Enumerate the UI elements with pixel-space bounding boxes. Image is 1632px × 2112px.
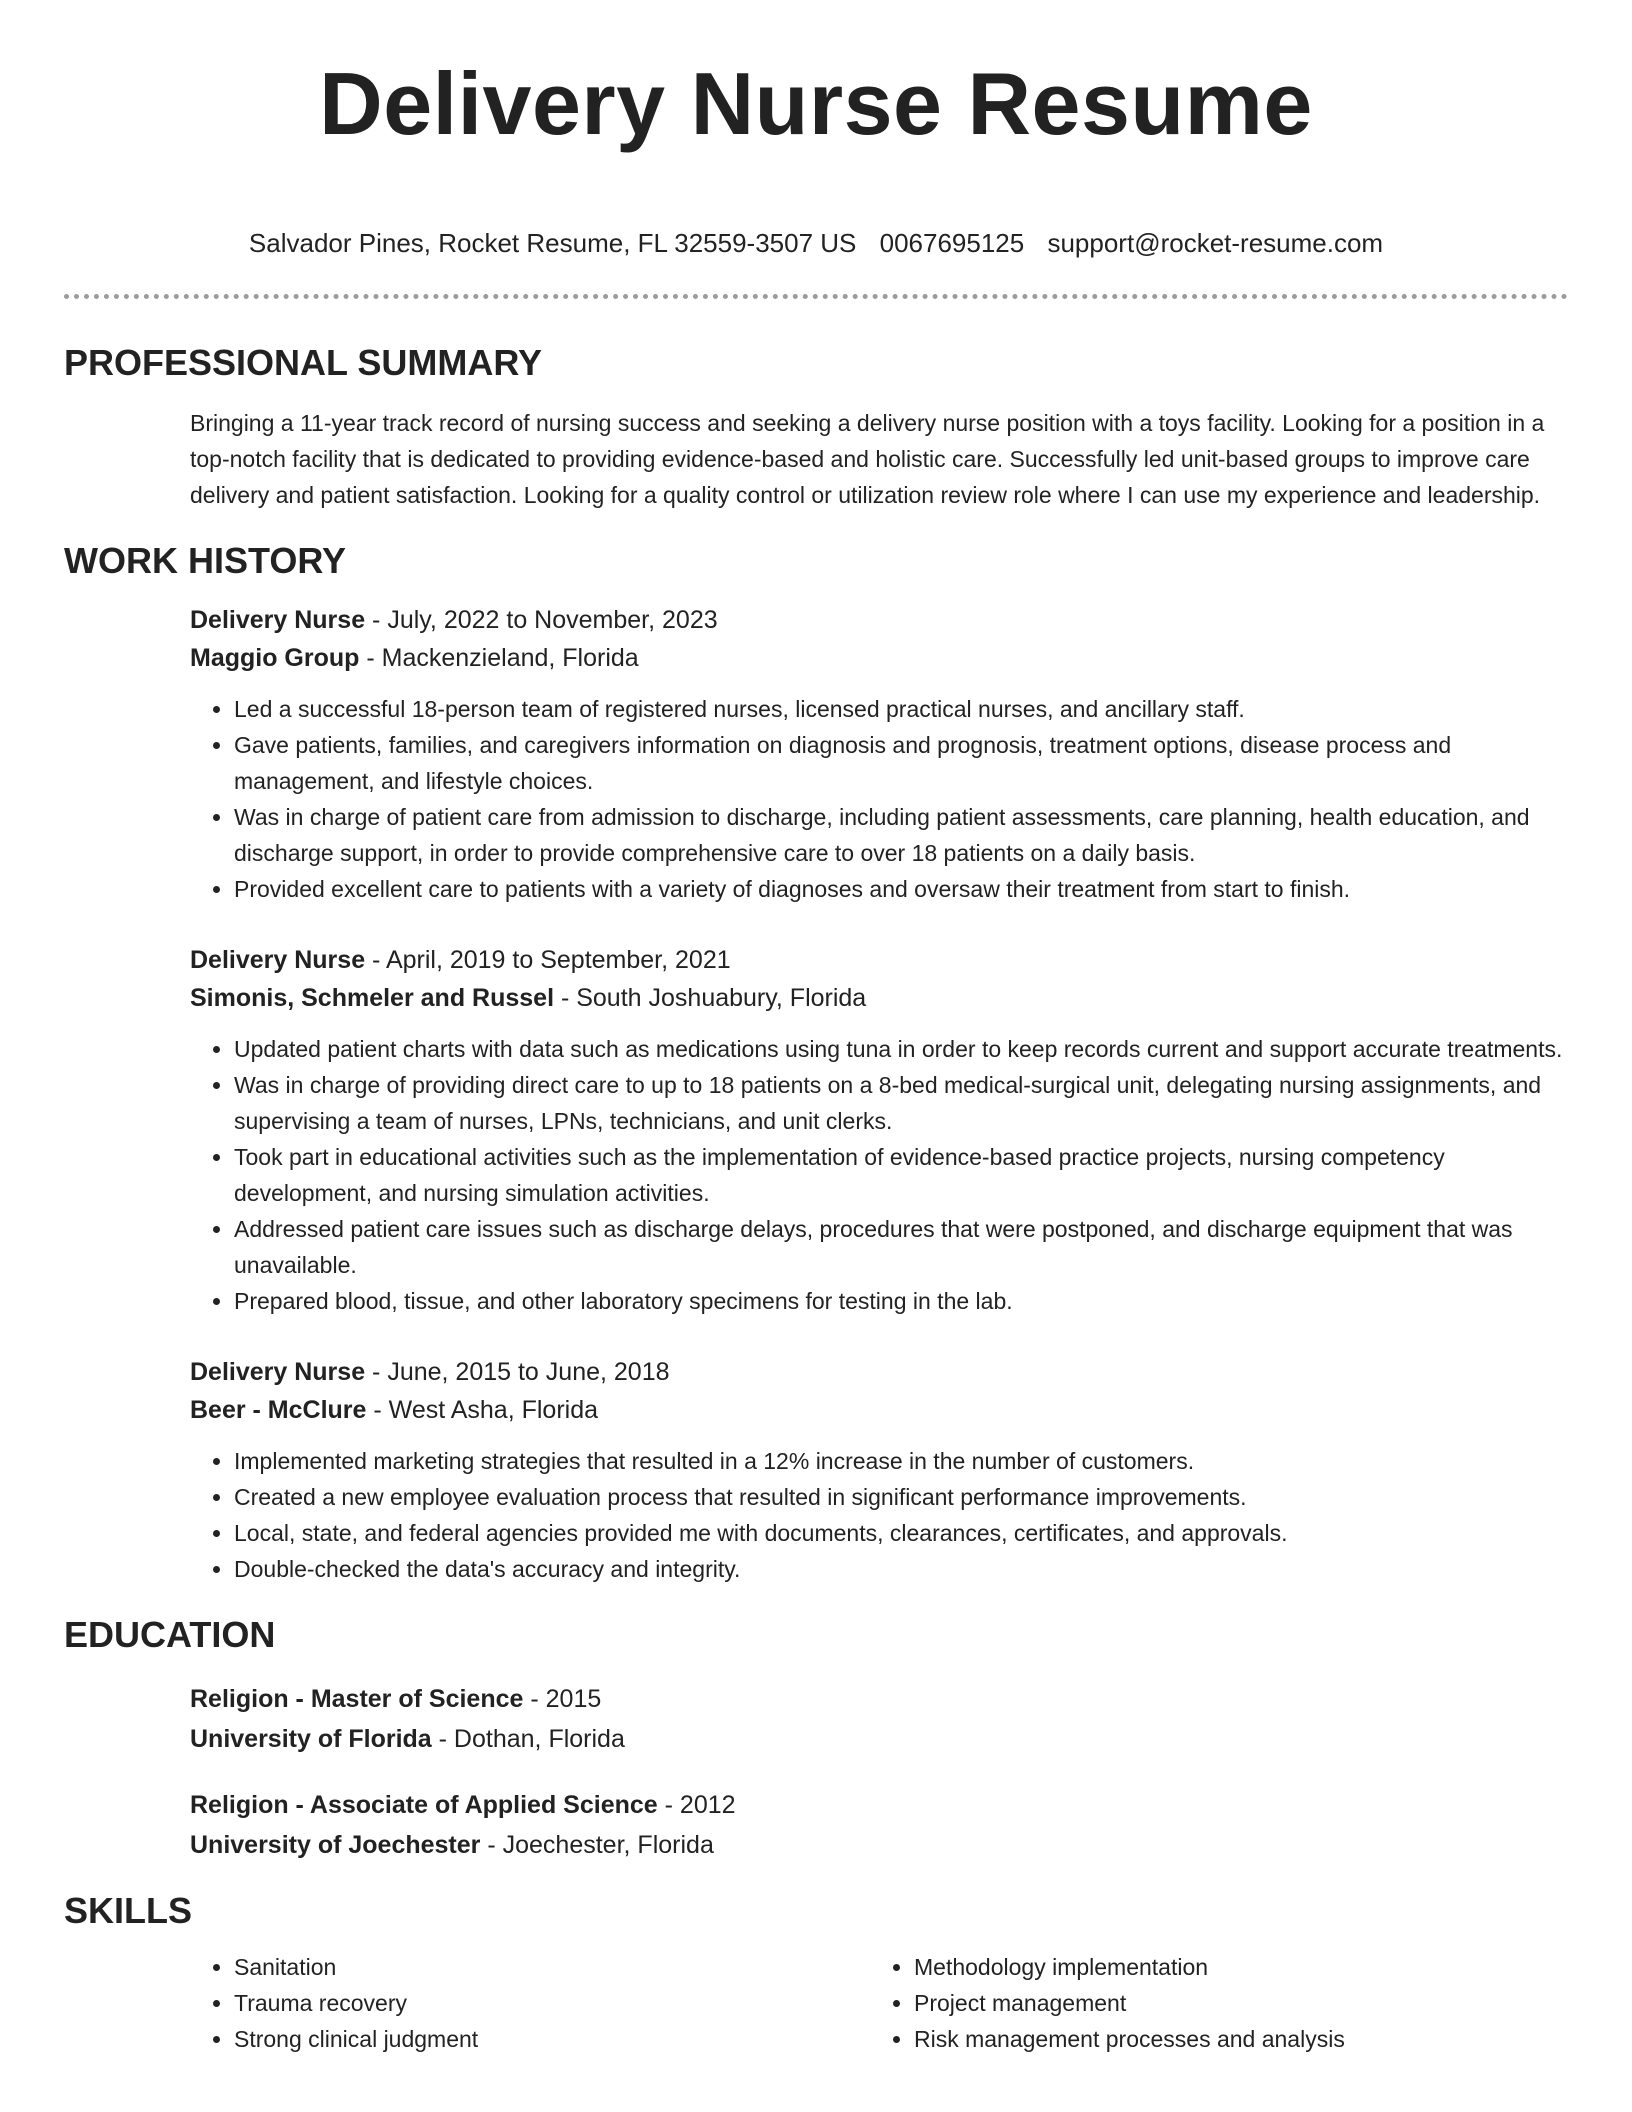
job-company: Simonis, Schmeler and Russel [190,984,555,1012]
job-dates: - July, 2022 to November, 2023 [365,606,718,634]
degree: Religion - Master of Science [190,1685,524,1713]
list-item: • Provided excellent care to patients with a variety of diagnoses and oversaw their treatment from start to finish. [234,871,1568,907]
header-divider [64,294,1568,299]
contact-phone: 0067695125 [879,228,1025,258]
job-title: Delivery Nurse [190,1358,366,1386]
list-item: • Local, state, and federal agencies provided me with documents, clearances, certificates, and approvals. [234,1515,1568,1551]
school-location: - Joechester, Florida [480,1831,714,1859]
school-line [190,1825,1568,1865]
skills-list [190,1949,1568,2057]
skill-item: • Strong clinical judgment [234,2021,870,2057]
contact-email: support@rocket-resume.com [1047,228,1384,258]
degree-year: - 2012 [657,1791,736,1819]
section-heading-summary: PROFESSIONAL SUMMARY [64,342,543,383]
section-heading-work-history: WORK HISTORY [64,540,347,581]
job-entry [190,1353,1568,1587]
list-item: • Addressed patient care issues such as discharge delays, procedures that were postponed, and discharge equipment that was unavailable. [234,1211,1568,1283]
summary-text: Bringing a 11-year track record of nursing success and seeking a delivery nurse position with a toys facility. Looking for a position in a top-notch facility that is dedicated to providing evidence-based and holistic care. Successfully led unit-based groups to improve care delivery and patient satisfaction. Looking for a quality control or utilization review role where I can use my experience and leadership. [190,410,1545,508]
resume-page [64,0,1568,2057]
education-entry [190,1785,1568,1865]
list-item: • Gave patients, families, and caregivers information on diagnosis and prognosis, treatment options, disease process and management, and lifestyle choices. [234,727,1568,799]
job-entry [190,941,1568,1319]
job-location: - West Asha, Florida [366,1396,599,1424]
degree-line [190,1785,1568,1825]
list-item: • Led a successful 18-person team of registered nurses, licensed practical nurses, and ancillary staff. [234,691,1568,727]
list-item: • Was in charge of patient care from admission to discharge, including patient assessments, care planning, health education, and discharge support, in order to provide comprehensive care to over 18 patients on a daily basis. [234,799,1568,871]
degree-year: - 2015 [523,1685,602,1713]
skills-column-left [190,1949,870,2057]
degree-line [190,1679,1568,1719]
contact-address: Salvador Pines, Rocket Resume, FL 32559-3507 US [248,228,857,258]
list-item: • Updated patient charts with data such as medications using tuna in order to keep records current and support accurate treatments. [234,1031,1568,1067]
skill-item: • Risk management processes and analysis [914,2021,1550,2057]
job-company: Beer - McClure [190,1396,367,1424]
job-company-line [190,1391,1568,1429]
job-location: - South Joshuabury, Florida [554,984,867,1012]
list-item: • Was in charge of providing direct care to up to 18 patients on a 8-bed medical-surgical unit, delegating nursing assignments, and supervising a team of nurses, LPNs, technicians, and unit clerks. [234,1067,1568,1139]
section-heading-education: EDUCATION [64,1614,276,1655]
job-bullets [190,1031,1568,1319]
job-location: - Mackenzieland, Florida [359,644,639,672]
job-title: Delivery Nurse [190,606,366,634]
skill-item: • Sanitation [234,1949,870,1985]
school: University of Florida [190,1725,432,1753]
list-item: • Took part in educational activities such as the implementation of evidence-based practice projects, nursing competency development, and nursing simulation activities. [234,1139,1568,1211]
list-item: • Double-checked the data's accuracy and integrity. [234,1551,1568,1587]
job-company: Maggio Group [190,644,360,672]
school-location: - Dothan, Florida [431,1725,625,1753]
list-item: • Created a new employee evaluation process that resulted in significant performance improvements. [234,1479,1568,1515]
job-entry [190,601,1568,907]
job-dates: - June, 2015 to June, 2018 [365,1358,670,1386]
skill-item: • Trauma recovery [234,1985,870,2021]
job-title: Delivery Nurse [190,946,366,974]
degree: Religion - Associate of Applied Science [190,1791,658,1819]
job-title-line [190,601,1568,639]
list-item: • Implemented marketing strategies that resulted in a 12% increase in the number of customers. [234,1443,1568,1479]
job-title-line [190,941,1568,979]
skill-item: • Project management [914,1985,1550,2021]
skill-item: • Methodology implementation [914,1949,1550,1985]
job-company-line [190,639,1568,677]
school-line [190,1719,1568,1759]
job-title-line [190,1353,1568,1391]
job-bullets [190,1443,1568,1587]
job-company-line [190,979,1568,1017]
list-item: • Prepared blood, tissue, and other laboratory specimens for testing in the lab. [234,1283,1568,1319]
education-entry [190,1679,1568,1759]
skills-column-right [870,1949,1550,2057]
contact-info [64,226,1568,260]
school: University of Joechester [190,1831,481,1859]
job-dates: - April, 2019 to September, 2021 [365,946,731,974]
section-heading-skills: SKILLS [64,1890,193,1931]
job-bullets [190,691,1568,907]
page-title: Delivery Nurse Resume [319,54,1313,153]
